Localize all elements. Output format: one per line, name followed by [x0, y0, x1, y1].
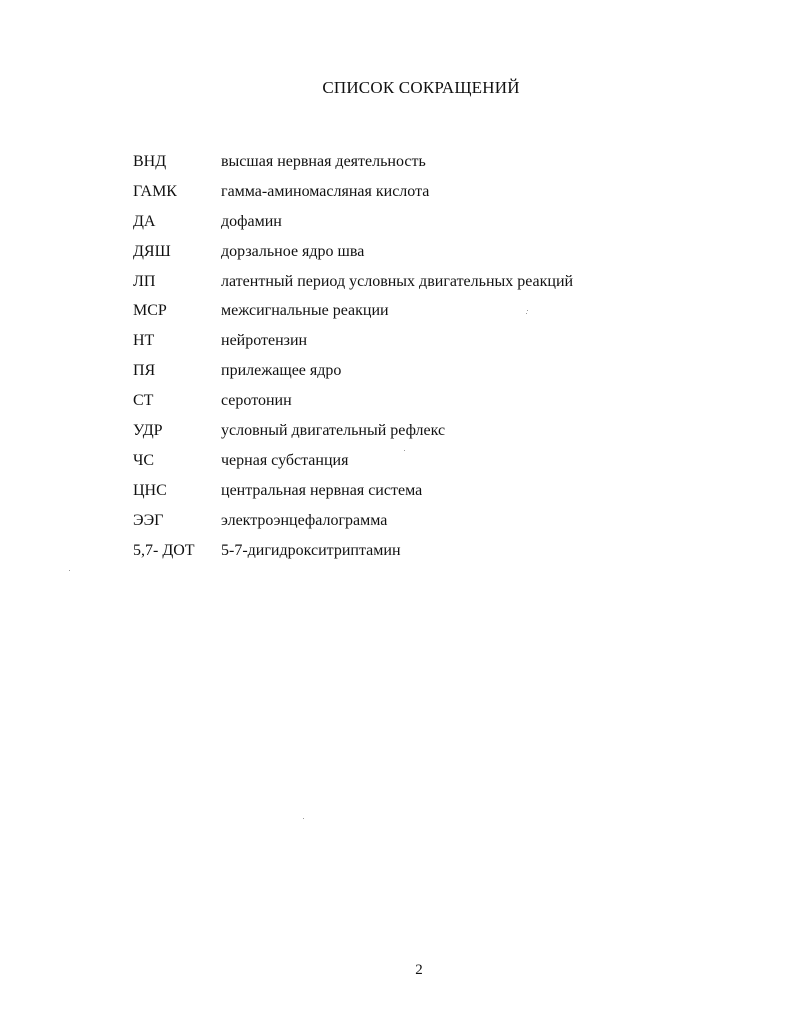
abbreviation-definition: серотонин	[221, 392, 292, 410]
scan-speck	[303, 818, 304, 819]
abbreviation-term: СТ	[133, 392, 154, 410]
abbreviation-row	[133, 536, 573, 566]
abbreviation-definition: латентный период условных двигательных реакций	[221, 272, 574, 290]
abbreviation-term: ПЯ	[133, 362, 156, 380]
abbreviation-row	[133, 386, 573, 416]
abbreviation-term: НТ	[133, 332, 155, 350]
abbreviation-row	[133, 506, 573, 536]
abbreviation-definition: черная субстанция	[221, 451, 349, 469]
abbreviation-term: МСР	[133, 302, 167, 320]
abbreviation-row	[133, 326, 573, 356]
abbreviation-term: ДЯШ	[133, 242, 171, 260]
abbreviation-definition: электроэнцефалограмма	[221, 511, 388, 529]
abbreviation-row	[133, 177, 573, 207]
scan-speck	[404, 450, 405, 451]
abbreviation-term: ЛП	[133, 272, 156, 290]
abbreviation-row	[133, 267, 573, 297]
abbreviation-term: УДР	[133, 421, 163, 439]
abbreviation-term: ВНД	[133, 152, 167, 170]
scan-speck	[527, 310, 528, 311]
abbreviation-definition: высшая нервная деятельность	[221, 152, 426, 170]
abbreviation-row	[133, 296, 573, 326]
abbreviation-definition: центральная нервная система	[221, 481, 423, 499]
abbreviation-term: ЦНС	[133, 481, 167, 499]
abbreviation-list	[133, 147, 573, 565]
abbreviation-definition: межсигнальные реакции	[221, 302, 389, 320]
abbreviation-row	[133, 237, 573, 267]
abbreviation-row	[133, 147, 573, 177]
abbreviation-row	[133, 476, 573, 506]
abbreviation-term: ГАМК	[133, 182, 177, 200]
abbreviation-definition: дофамин	[221, 212, 282, 230]
abbreviation-definition: прилежащее ядро	[221, 362, 342, 380]
abbreviation-row	[133, 446, 573, 476]
page-number: 2	[415, 962, 423, 978]
abbreviation-definition: дорзальное ядро шва	[221, 242, 365, 260]
abbreviation-term: ЧС	[133, 451, 155, 469]
abbreviation-definition: 5-7-дигидрокситриптамин	[221, 541, 401, 559]
abbreviation-definition: нейротензин	[221, 332, 308, 350]
scan-speck	[69, 570, 70, 571]
scan-speck	[526, 313, 527, 314]
abbreviation-term: ЭЭГ	[133, 511, 164, 529]
abbreviation-row	[133, 416, 573, 446]
abbreviation-term: ДА	[133, 212, 156, 230]
page-title: СПИСОК СОКРАЩЕНИЙ	[322, 78, 520, 97]
abbreviation-row	[133, 356, 573, 386]
abbreviation-definition: условный двигательный рефлекс	[221, 421, 446, 439]
abbreviation-row	[133, 207, 573, 237]
abbreviation-term: 5,7- ДОТ	[133, 541, 195, 559]
abbreviation-definition: гамма-аминомасляная кислота	[221, 182, 430, 200]
